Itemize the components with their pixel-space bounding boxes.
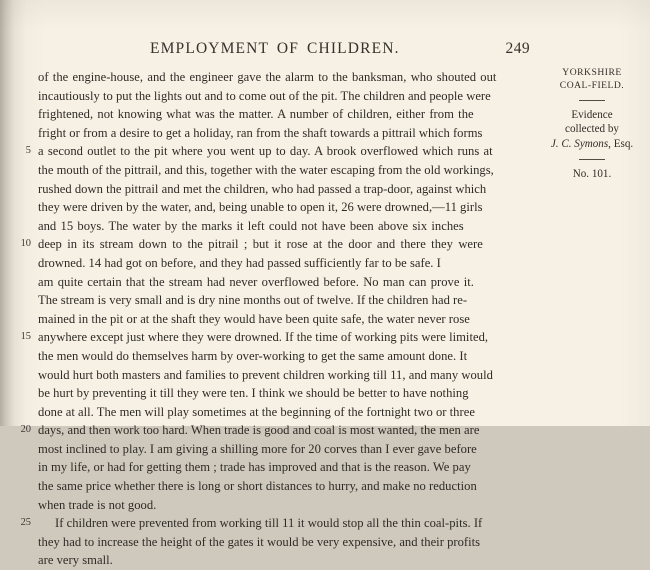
line-text: the men would do themselves harm by over-working to get the same amount done. It (38, 348, 468, 363)
text-line (38, 458, 522, 477)
line-text: drowned. 14 had got on before, and they had passed sufficiently far to be safe. I (38, 255, 441, 270)
text-line (38, 440, 522, 459)
line-text: days, and then work too hard. When trade is good and coal is most wanted, the men are (38, 423, 480, 438)
text-line (38, 124, 522, 143)
line-text: anywhere except just where they were drowned. If the time of working pits were limited, (38, 330, 489, 345)
text-line (20, 328, 522, 347)
margin-note-evidence-label: Evidence (571, 108, 613, 121)
line-number: 15 (20, 331, 31, 343)
text-line (38, 198, 522, 217)
margin-note-number: No. 101. (572, 167, 612, 180)
line-number: 5 (25, 145, 31, 157)
text-line (38, 105, 522, 124)
text-line (20, 421, 522, 440)
text-line (38, 551, 522, 570)
body-text-column (20, 68, 522, 570)
line-text: most inclined to play. I am giving a shilling more for 20 corves than I ever gave before (38, 441, 477, 456)
line-text: when trade is not good. (38, 497, 157, 512)
line-number: 10 (20, 238, 31, 250)
line-text: incautiously to put the lights out and to come out of the pit. The children and people were (38, 88, 491, 103)
margin-note-author: J. C. Symons (550, 138, 609, 150)
margin-note (540, 66, 644, 181)
running-head (60, 40, 530, 62)
margin-note-divider-1 (579, 100, 605, 101)
line-text: the same price whether there is long or short distances to hurry, and make no reduction (38, 479, 477, 494)
text-line (20, 235, 522, 254)
line-text: be hurt by preventing it till they were ten. I think we should be better to have nothing (38, 386, 469, 401)
text-line (38, 87, 522, 106)
margin-note-collected-by: collected by (565, 123, 619, 136)
text-line (38, 254, 522, 273)
line-text: fright or from a desire to get a holiday, ran from the shaft towards a pittrail which forms (38, 125, 483, 140)
text-line (38, 477, 522, 496)
line-text: would hurt both masters and families to prevent children working till 11, and many would (38, 367, 493, 382)
text-line (38, 161, 522, 180)
text-line (38, 180, 522, 199)
page-title: EMPLOYMENT OF CHILDREN. (150, 40, 400, 57)
line-number: 25 (20, 517, 31, 529)
text-line (38, 310, 522, 329)
line-text: frightened, not knowing what was the matter. A number of children, either from the (38, 107, 474, 122)
line-text: am quite certain that the stream had never overflowed before. No man can prove it. (38, 274, 474, 289)
line-text: the mouth of the pittrail, and this, together with the water escaping from the old workings, (38, 162, 494, 177)
margin-note-region-line2: COAL-FIELD. (559, 80, 625, 92)
line-number: 20 (20, 424, 31, 436)
text-line (38, 273, 522, 292)
text-line (38, 496, 522, 515)
line-text: mained in the pit or at the shaft they would have been quite safe, the water never rose (38, 311, 470, 326)
line-text: done at all. The men will play sometimes at the beginning of the fortnight two or three (38, 404, 475, 419)
text-line (38, 366, 522, 385)
line-text: and 15 boys. The water by the marks it left could not have been above six inches (38, 218, 464, 233)
text-line (25, 142, 522, 161)
line-text: they were driven by the water, and, being unable to open it, 26 were drowned,—11 girls (38, 200, 483, 215)
page-number: 249 (505, 40, 530, 57)
text-line (38, 533, 522, 552)
line-text: are very small. (38, 553, 113, 568)
line-text: they had to increase the height of the gates it would be very expensive, and their profits (38, 534, 481, 549)
text-line (38, 217, 522, 236)
line-text: deep in its stream down to the pitrail ; but it rose at the door and there they were (38, 237, 483, 252)
text-line (38, 384, 522, 403)
line-text: The stream is very small and is dry nine months out of twelve. If the children had re- (38, 293, 468, 308)
text-line (38, 347, 522, 366)
text-line (38, 291, 522, 310)
line-text: rushed down the pittrail and met the children, who had passed a trap-door, against which (38, 181, 487, 196)
margin-note-region-line1: YORKSHIRE (562, 67, 622, 78)
margin-note-author-row (540, 137, 644, 152)
line-text: a second outlet to the pit where you went up to day. A brook overflowed which runs at (38, 144, 493, 159)
text-line (20, 514, 522, 533)
line-text: If children were prevented from working till 11 it would stop all the thin coal-pits. If (55, 516, 483, 531)
margin-note-divider-2 (579, 159, 605, 160)
text-line (38, 68, 522, 87)
line-text: of the engine-house, and the engineer gave the alarm to the banksman, who shouted out (38, 70, 497, 84)
margin-note-author-suffix: , Esq. (608, 138, 634, 150)
line-text: in my life, or had for getting them ; trade has improved and that is the reason. We pay (38, 460, 471, 475)
text-line (38, 403, 522, 422)
